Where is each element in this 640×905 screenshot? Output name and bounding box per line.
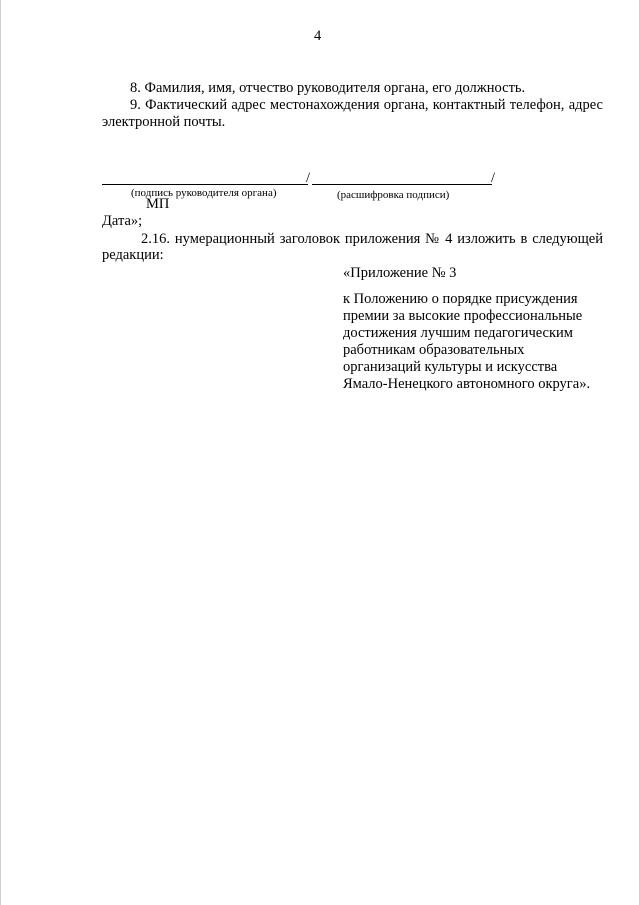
appendix-line: премии за высокие профессиональные: [343, 308, 583, 324]
decoding-separator: /: [491, 170, 496, 186]
appendix-line: к Положению о порядке присуждения: [343, 291, 578, 307]
list-item-9-line-1: 9. Фактический адрес местонахождения органа, контактный телефон, адрес: [130, 97, 603, 113]
page-edge-left: [0, 0, 1, 905]
signature-separator: /: [306, 170, 311, 186]
appendix-title: «Приложение № 3: [343, 265, 457, 281]
list-item-9-line-2: электронной почты.: [102, 114, 226, 130]
decoding-caption: (расшифровка подписи): [337, 189, 450, 201]
decoding-line: [312, 184, 492, 185]
appendix-line: достижения лучшим педагогическим: [343, 325, 573, 341]
list-item-8: 8. Фамилия, имя, отчество руководителя органа, его должность.: [130, 80, 526, 96]
appendix-line: организаций культуры и искусства: [343, 359, 558, 375]
page-number: 4: [314, 28, 322, 44]
date-label: Дата»;: [102, 213, 143, 229]
appendix-line: Ямало-Ненецкого автономного округа».: [343, 376, 591, 392]
appendix-line: работникам образовательных: [343, 342, 525, 358]
signature-line: [102, 184, 308, 185]
amendment-line-2: редакции:: [102, 247, 164, 263]
signature-caption: (подпись руководителя органа): [131, 187, 277, 199]
amendment-line-1: 2.16. нумерационный заголовок приложения № 4 изложить в следующей: [141, 231, 603, 247]
seal-label: МП: [146, 196, 170, 212]
